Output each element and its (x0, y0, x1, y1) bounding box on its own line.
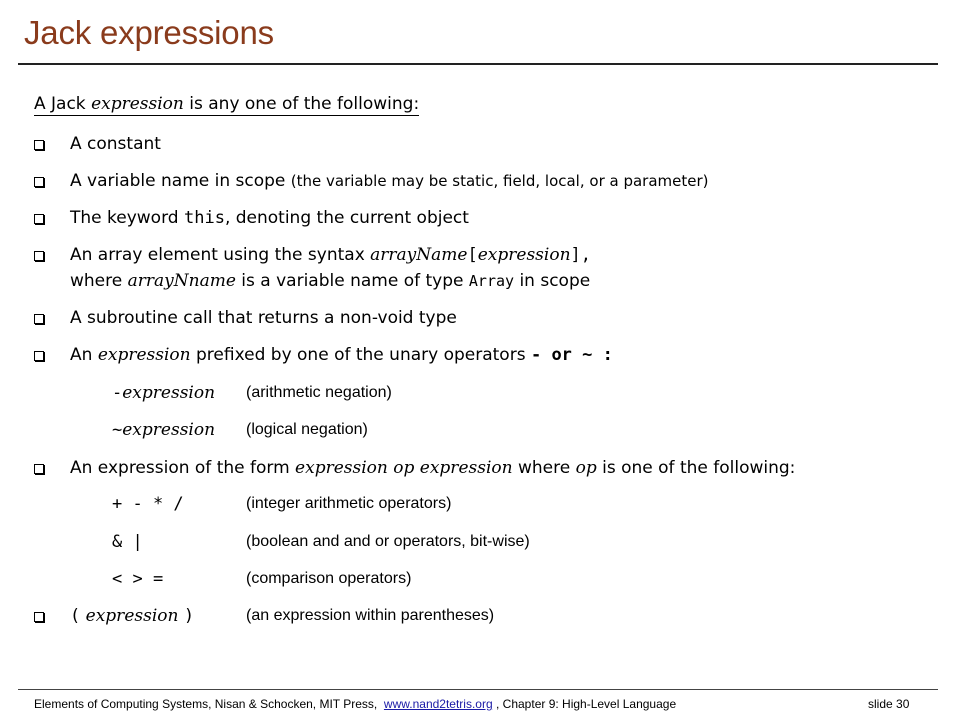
bullet-square-icon (34, 351, 44, 361)
unary-op: ~ (112, 420, 123, 440)
bool-operators: & | (112, 532, 143, 552)
bullet-main-text: An expression of the form (70, 458, 296, 478)
bullet-text (70, 606, 194, 626)
expression-term: expression (122, 420, 216, 440)
bullet-text: A subroutine call that returns a non-void type (70, 308, 457, 328)
paren-close: ) (183, 606, 195, 626)
bullet-mid-text: where (512, 458, 576, 478)
footer-link[interactable]: www.nand2tetris.org (383, 697, 493, 711)
bullet-main-text: An array element using the syntax (70, 245, 371, 265)
bullet-text: A constant (70, 134, 161, 154)
bullet-text (70, 208, 469, 228)
bullet-text (70, 458, 795, 478)
footer-source: Elements of Computing Systems, Nisan & Schocken, MIT Press, (34, 697, 378, 711)
bullet-square-icon (34, 140, 44, 150)
unary-not-desc: (logical negation) (246, 421, 368, 438)
cmp-desc: (comparison operators) (246, 570, 412, 587)
footer-citation (34, 697, 676, 711)
bullet-main-text: where (70, 271, 128, 291)
expression-term: expression (122, 383, 216, 403)
expression-term: expression (85, 606, 179, 626)
array-name-term: arrayName (370, 245, 468, 265)
intro-line (34, 94, 419, 116)
arith-operators: + - * / (112, 494, 184, 514)
title-divider (18, 63, 938, 65)
bracket-open: [ (467, 245, 478, 265)
bullet-rest-text: is one of the following: (596, 458, 796, 478)
intro-suffix: is any one of the following: (183, 94, 420, 114)
expression-term: expression (477, 245, 571, 265)
bracket-close: ], (570, 245, 592, 265)
bullet-square-icon (34, 464, 44, 474)
bullet-square-icon (34, 251, 44, 261)
bullet-rest-text: in scope (514, 271, 591, 291)
op-term: op (575, 458, 597, 478)
footer-chapter: , Chapter 9: High-Level Language (496, 697, 677, 711)
bullet-square-icon (34, 314, 44, 324)
bullet-main-text: The keyword (70, 208, 184, 228)
type-code: Array (468, 272, 515, 290)
bool-desc: (boolean and and or operators, bit-wise) (246, 533, 530, 550)
arith-desc: (integer arithmetic operators) (246, 495, 452, 512)
unary-negation-desc: (arithmetic negation) (246, 384, 392, 401)
bullet-text (70, 171, 709, 191)
bullet-main-text: An (70, 345, 98, 365)
bullet-mid-text: prefixed by one of the unary operators (190, 345, 531, 365)
paren-open: ( (70, 606, 81, 626)
bullet-mid-text: is a variable name of type (235, 271, 469, 291)
bullet-text (70, 271, 590, 291)
expression-term: expression (295, 458, 388, 478)
intro-prefix: A Jack (34, 94, 92, 114)
expression-term: expression (97, 345, 191, 365)
op-term: op (393, 458, 415, 478)
bullet-square-icon (34, 177, 44, 187)
keyword-code: this (183, 208, 225, 228)
cmp-operators: < > = (112, 569, 164, 589)
bullet-square-icon (34, 214, 44, 224)
bullet-rest-text: , denoting the current object (224, 208, 469, 228)
bullet-main-text: A variable name in scope (70, 171, 291, 191)
intro-term: expression (91, 94, 184, 114)
expression-term: expression (419, 458, 513, 478)
bullet-note: (the variable may be static, field, local, or a parameter) (290, 172, 709, 190)
slide-number: slide 30 (868, 697, 910, 711)
bullet-text (70, 245, 591, 265)
unary-op: - (112, 383, 123, 403)
bullet-square-icon (34, 612, 44, 622)
unary-operators: - or ~ : (530, 345, 613, 365)
array-name-term: arrayNname (127, 271, 236, 291)
bullet-text (70, 345, 613, 365)
slide-title: Jack expressions (24, 14, 274, 51)
unary-negation (112, 383, 215, 403)
footer-divider (18, 689, 938, 690)
unary-not (112, 420, 215, 440)
paren-desc: (an expression within parentheses) (246, 607, 495, 624)
